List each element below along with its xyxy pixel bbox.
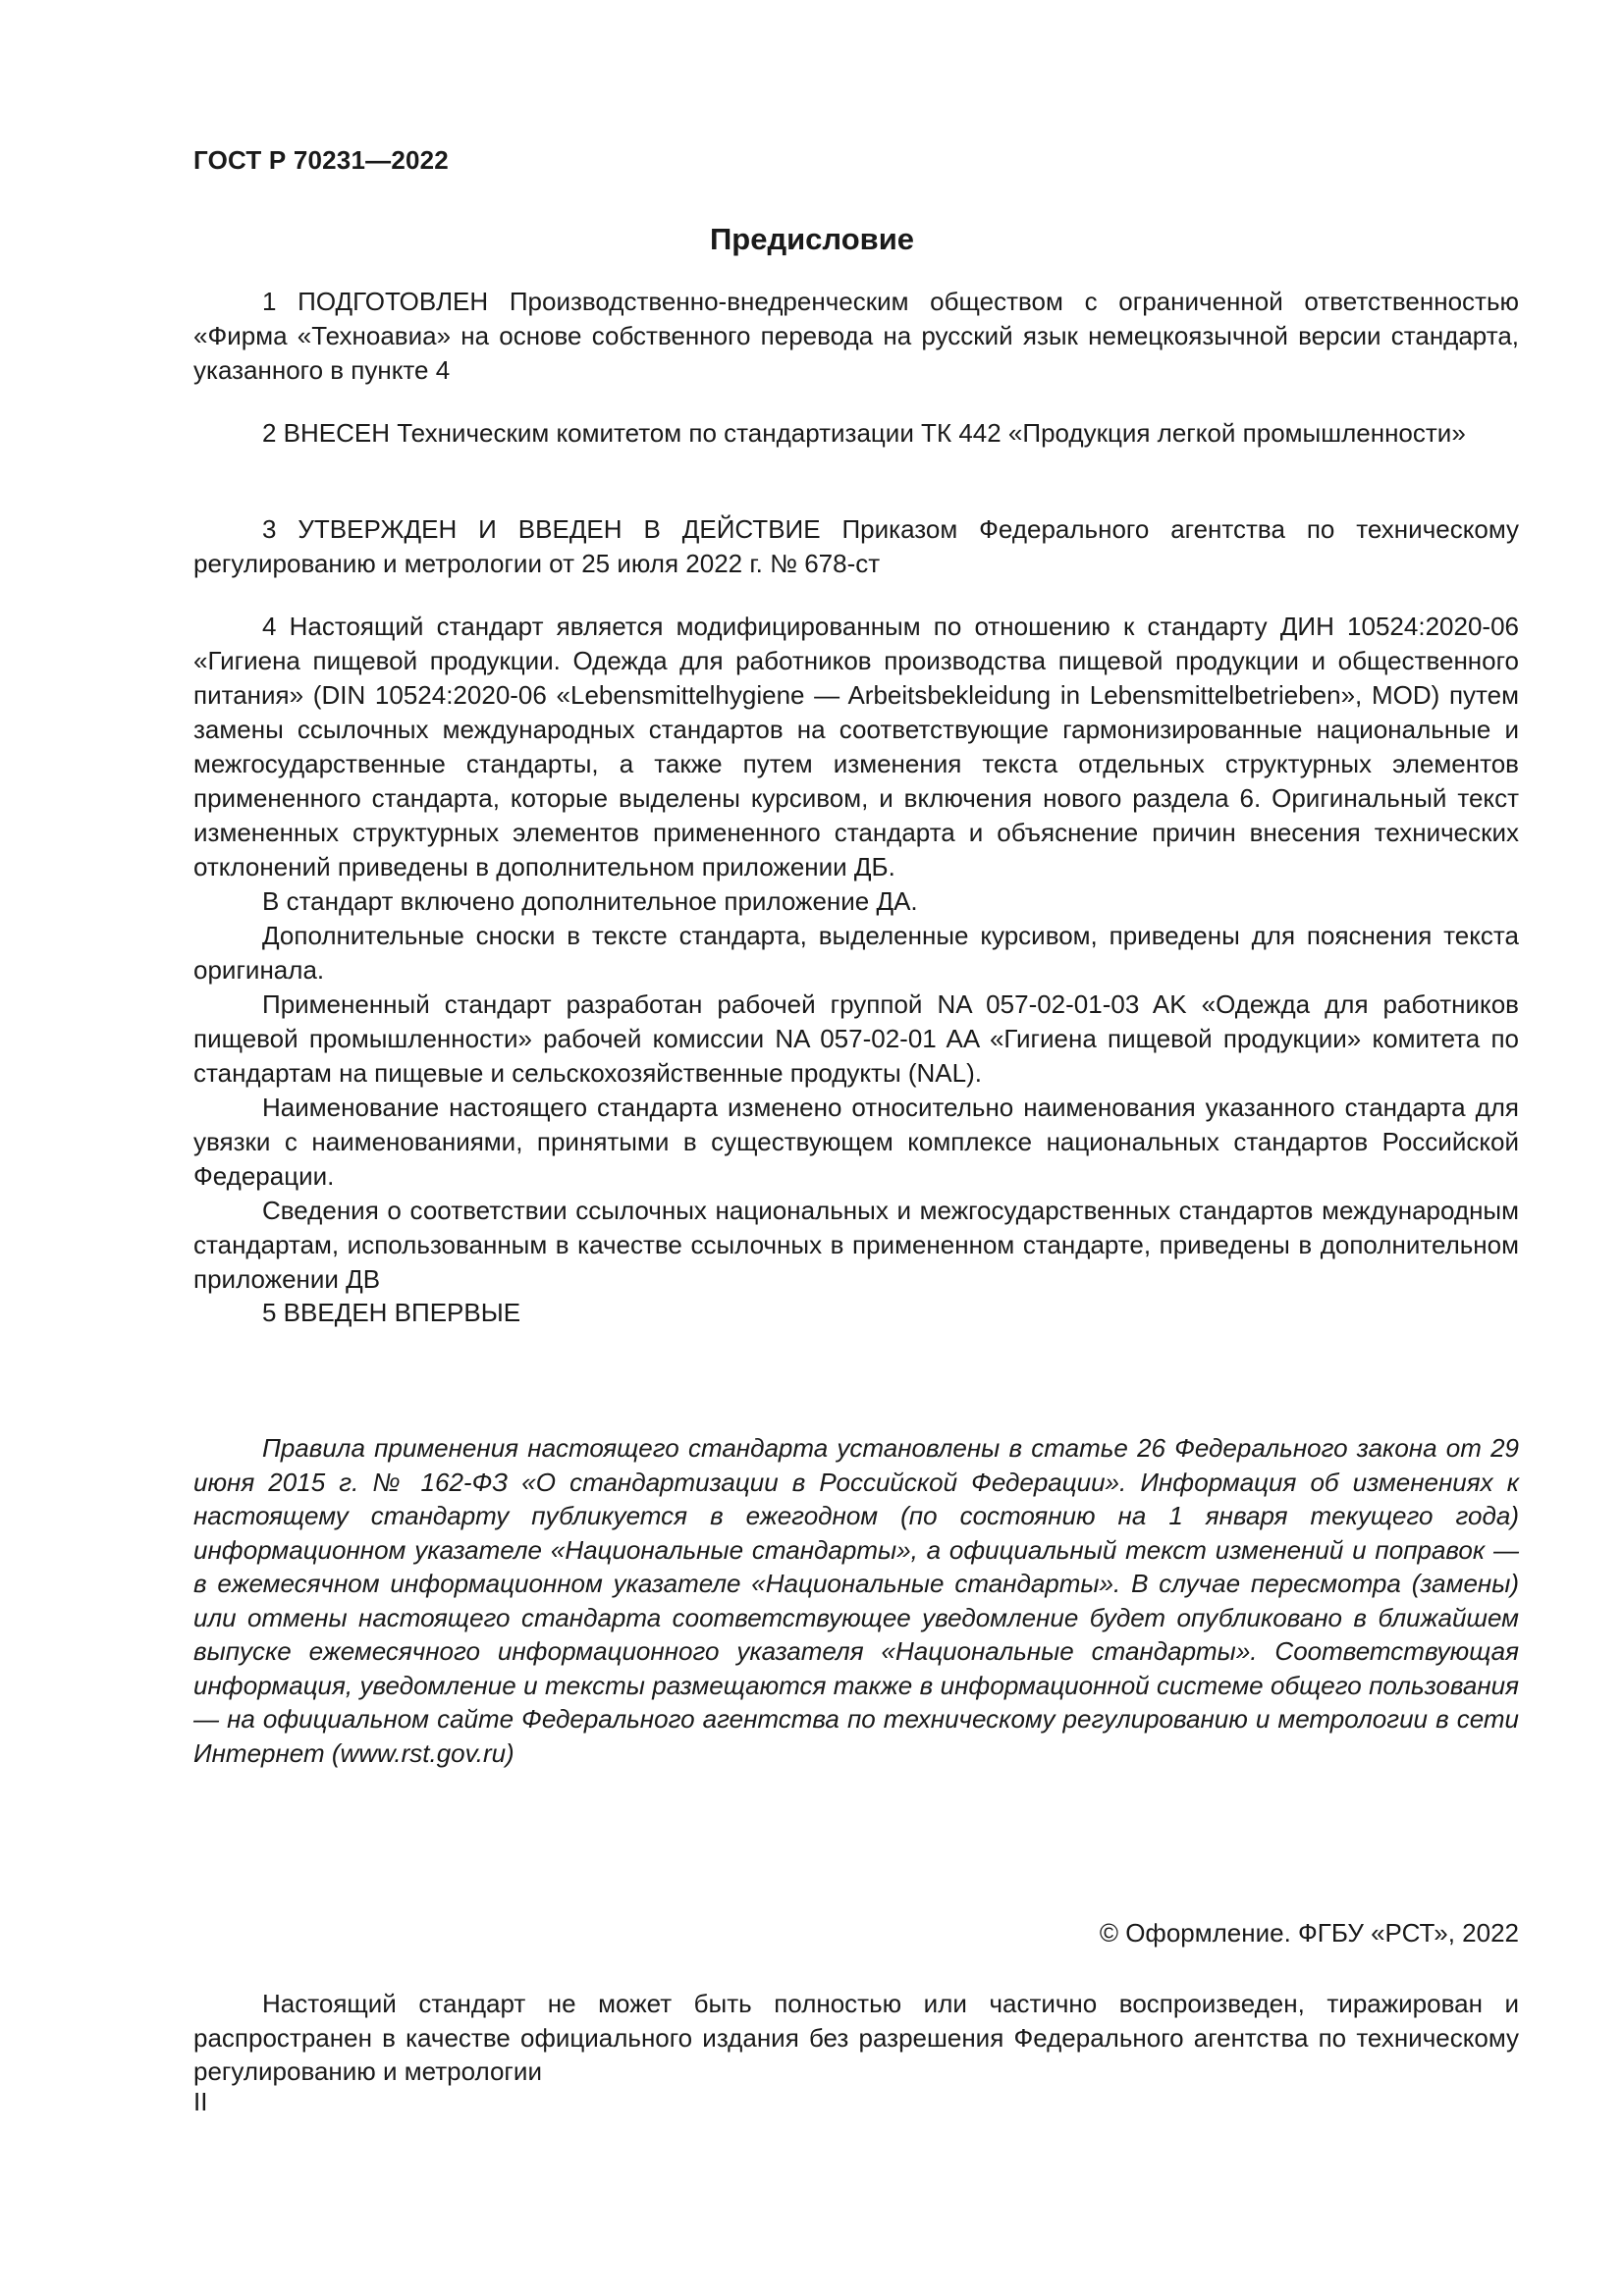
section-3 <box>193 512 1519 581</box>
section-1 <box>193 285 1519 388</box>
section-3-text: 3 УТВЕРЖДЕН И ВВЕДЕН В ДЕЙСТВИЕ Приказом Федерального агентства по техническому регулированию и метрологии от 25 июля 2022 г. № 678-ст <box>193 514 1519 578</box>
section-4-paragraph: Сведения о соответствии ссылочных национальных и межгосударственных стандартов международным стандартам, использованным в качестве ссылочных в примененном стандарте, приведены в дополнительном приложении ДВ <box>193 1196 1519 1294</box>
section-4-paragraph: 4 Настоящий стандарт является модифицированным по отношению к стандарту ДИН 10524:2020-06 «Гигиена пищевой продукции. Одежда для работников производства пищевой продукции и общественного питания» (DIN 10524:2020-06 «Lebensmittelhygiene — Arbeitsbekleidung in Lebensmittelbetrieben», MOD) путем замены ссылочных международных стандартов на соответствующие гармонизированные национальные и межгосударственные стандарты, а также путем изменения текста отдельных структурных элементов примененного стандарта, которые выделены курсивом, и включения нового раздела 6. Оригинальный текст измененных структурных элементов примененного стандарта и объяснение причин внесения технических отклонений приведены в дополнительном приложении ДБ. <box>193 612 1519 881</box>
application-rules <box>193 1431 1519 1770</box>
section-4-paragraph: В стандарт включено дополнительное приложение ДА. <box>262 886 918 916</box>
section-4-paragraph: Наименование настоящего стандарта изменено относительно наименования указанного стандарта для увязки с наименованиями, принятыми в существующем комплексе национальных стандартов Российской Федерации. <box>193 1093 1519 1191</box>
section-4 <box>193 610 1519 1297</box>
reproduction-notice-text: Настоящий стандарт не может быть полностью или частично воспроизведен, тиражирован и распространен в качестве официального издания без разрешения Федерального агентства по техническому регулированию и метрологии <box>193 1989 1519 2086</box>
section-4-paragraph: Примененный стандарт разработан рабочей группой NA 057-02-01-03 AK «Одежда для работников пищевой промышленности» рабочей комиссии NA 057-02-01 AA «Гигиена пищевой продукции» комитета по стандартам на пищевые и сельскохозяйственные продукты (NAL). <box>193 989 1519 1088</box>
section-2 <box>193 416 1519 451</box>
section-5-text: 5 ВВЕДЕН ВПЕРВЫЕ <box>262 1298 521 1327</box>
section-1-text: 1 ПОДГОТОВЛЕН Производственно-внедренческим обществом с ограниченной ответственностью «Фирма «Техноавиа» на основе собственного перевода на русский язык немецкоязычной версии стандарта, указанного в пункте 4 <box>193 287 1519 385</box>
section-4-paragraph: Дополнительные сноски в тексте стандарта, выделенные курсивом, приведены для пояснения текста оригинала. <box>193 921 1519 985</box>
section-2-text: 2 ВНЕСЕН Техническим комитетом по стандартизации ТК 442 «Продукция легкой промышленности» <box>262 418 1466 448</box>
page-number: II <box>193 2087 208 2116</box>
page-title: Предисловие <box>709 222 914 256</box>
application-rules-text: Правила применения настоящего стандарта установлены в статье 26 Федерального закона от 29 июня 2015 г. № 162-ФЗ «О стандартизации в Российской Федерации». Информация об изменениях к настоящему стандарту публикуется в ежегодном (по состоянию на 1 января текущего года) информационном указателе «Национальные стандарты», а официальный текст изменений и поправок — в ежемесячном информационном указателе «Национальные стандарты». В случае пересмотра (замены) или отмены настоящего стандарта соответствующее уведомление будет опубликовано в ближайшем выпуске ежемесячного информационного указателя «Национальные стандарты». Соответствующая информация, уведомление и тексты размещаются также в информационной системе общего пользования — на официальном сайте Федерального агентства по техническому регулированию и метрологии в сети Интернет (www.rst.gov.ru) <box>193 1433 1519 1768</box>
section-5 <box>193 1296 1519 1330</box>
copyright-line: © Оформление. ФГБУ «РСТ», 2022 <box>1099 1918 1519 1948</box>
reproduction-notice <box>193 1987 1519 2089</box>
document-code: ГОСТ Р 70231—2022 <box>193 145 449 175</box>
